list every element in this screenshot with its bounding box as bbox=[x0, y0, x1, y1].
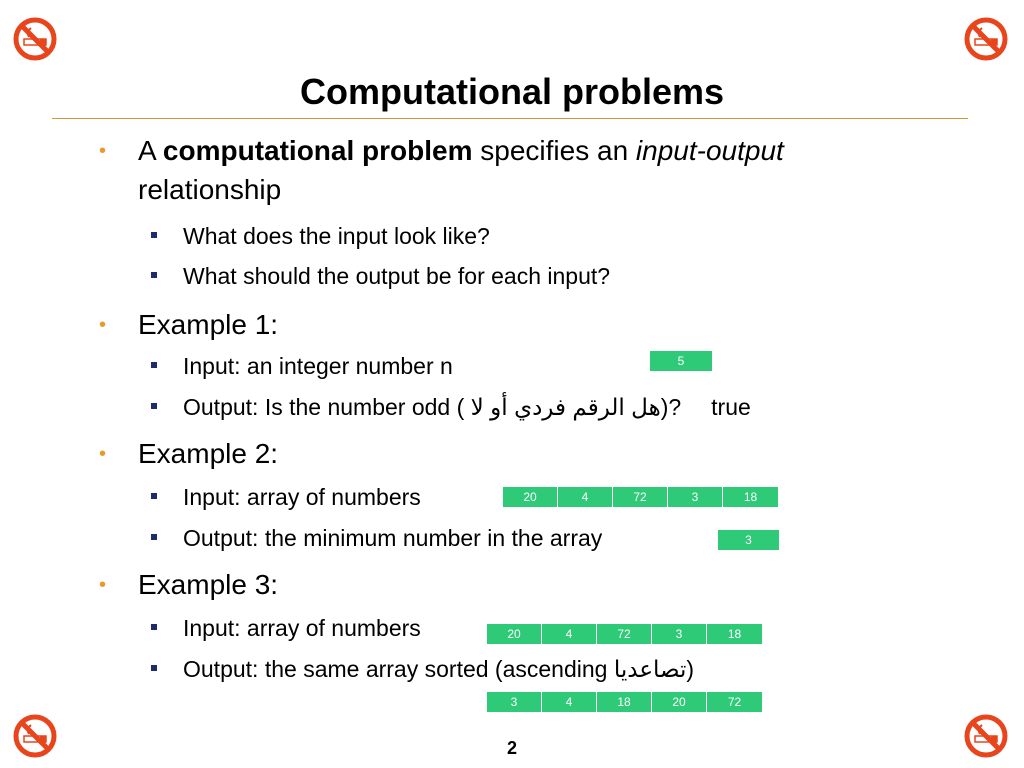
array-cell: 4 bbox=[542, 624, 597, 644]
intro-bold: computational problem bbox=[162, 135, 473, 166]
intro-mid: specifies an bbox=[472, 135, 636, 166]
square-bullet bbox=[151, 534, 157, 540]
array-cell: 20 bbox=[503, 487, 558, 507]
intro-italic: input-output bbox=[635, 135, 784, 166]
array-cell: 18 bbox=[597, 692, 652, 712]
ex1-output: Output: Is the number odd ( هل الرقم فردي أو لا)? bbox=[183, 394, 682, 420]
example-1-label: Example 1: bbox=[138, 309, 279, 340]
array-cell: 20 bbox=[652, 692, 707, 712]
array-cell: 72 bbox=[707, 692, 762, 712]
array-cell: 3 bbox=[652, 624, 707, 644]
array-ex3-output bbox=[487, 692, 762, 712]
array-ex2-output bbox=[718, 530, 779, 550]
ex3-output: Output: the same array sorted (ascending تصاعديا) bbox=[183, 656, 695, 682]
array-cell: 3 bbox=[668, 487, 723, 507]
array-cell: 3 bbox=[487, 692, 542, 712]
page-number: 2 bbox=[506, 738, 517, 758]
square-bullet bbox=[151, 624, 157, 630]
array-cell: 5 bbox=[650, 351, 712, 371]
square-bullet bbox=[151, 403, 157, 409]
array-cell: 18 bbox=[707, 624, 762, 644]
intro-line2: relationship bbox=[138, 174, 282, 205]
array-ex2-input bbox=[503, 487, 778, 507]
square-bullet bbox=[151, 232, 157, 238]
array-ex3-input bbox=[487, 624, 762, 644]
array-cell: 18 bbox=[723, 487, 778, 507]
square-bullet bbox=[151, 362, 157, 368]
array-ex1-input bbox=[650, 351, 712, 371]
square-bullet bbox=[151, 272, 157, 278]
intro-sub2: What should the output be for each input? bbox=[183, 263, 611, 289]
ex1-input: Input: an integer number n bbox=[183, 353, 453, 379]
array-cell: 4 bbox=[542, 692, 597, 712]
bullet-dot: • bbox=[99, 443, 107, 465]
no-smoking-icon bbox=[13, 17, 57, 61]
no-smoking-icon bbox=[964, 17, 1008, 61]
bullet-dot: • bbox=[99, 574, 107, 596]
bullet-dot: • bbox=[99, 314, 107, 336]
array-cell: 20 bbox=[487, 624, 542, 644]
ex2-output: Output: the minimum number in the array bbox=[183, 525, 603, 551]
ex1-answer: true bbox=[711, 394, 751, 420]
title-divider bbox=[52, 118, 968, 119]
ex3-input: Input: array of numbers bbox=[183, 615, 421, 641]
intro-sub1: What does the input look like? bbox=[183, 223, 490, 249]
square-bullet bbox=[151, 493, 157, 499]
array-cell: 72 bbox=[613, 487, 668, 507]
array-cell: 4 bbox=[558, 487, 613, 507]
square-bullet bbox=[151, 665, 157, 671]
slide-title: Computational problems bbox=[299, 71, 725, 112]
array-cell: 3 bbox=[718, 530, 779, 550]
example-3-label: Example 3: bbox=[138, 569, 279, 600]
intro-pre: A bbox=[138, 135, 163, 166]
bullet-dot: • bbox=[99, 140, 107, 162]
example-2-label: Example 2: bbox=[138, 438, 279, 469]
ex2-input: Input: array of numbers bbox=[183, 484, 421, 510]
array-cell: 72 bbox=[597, 624, 652, 644]
